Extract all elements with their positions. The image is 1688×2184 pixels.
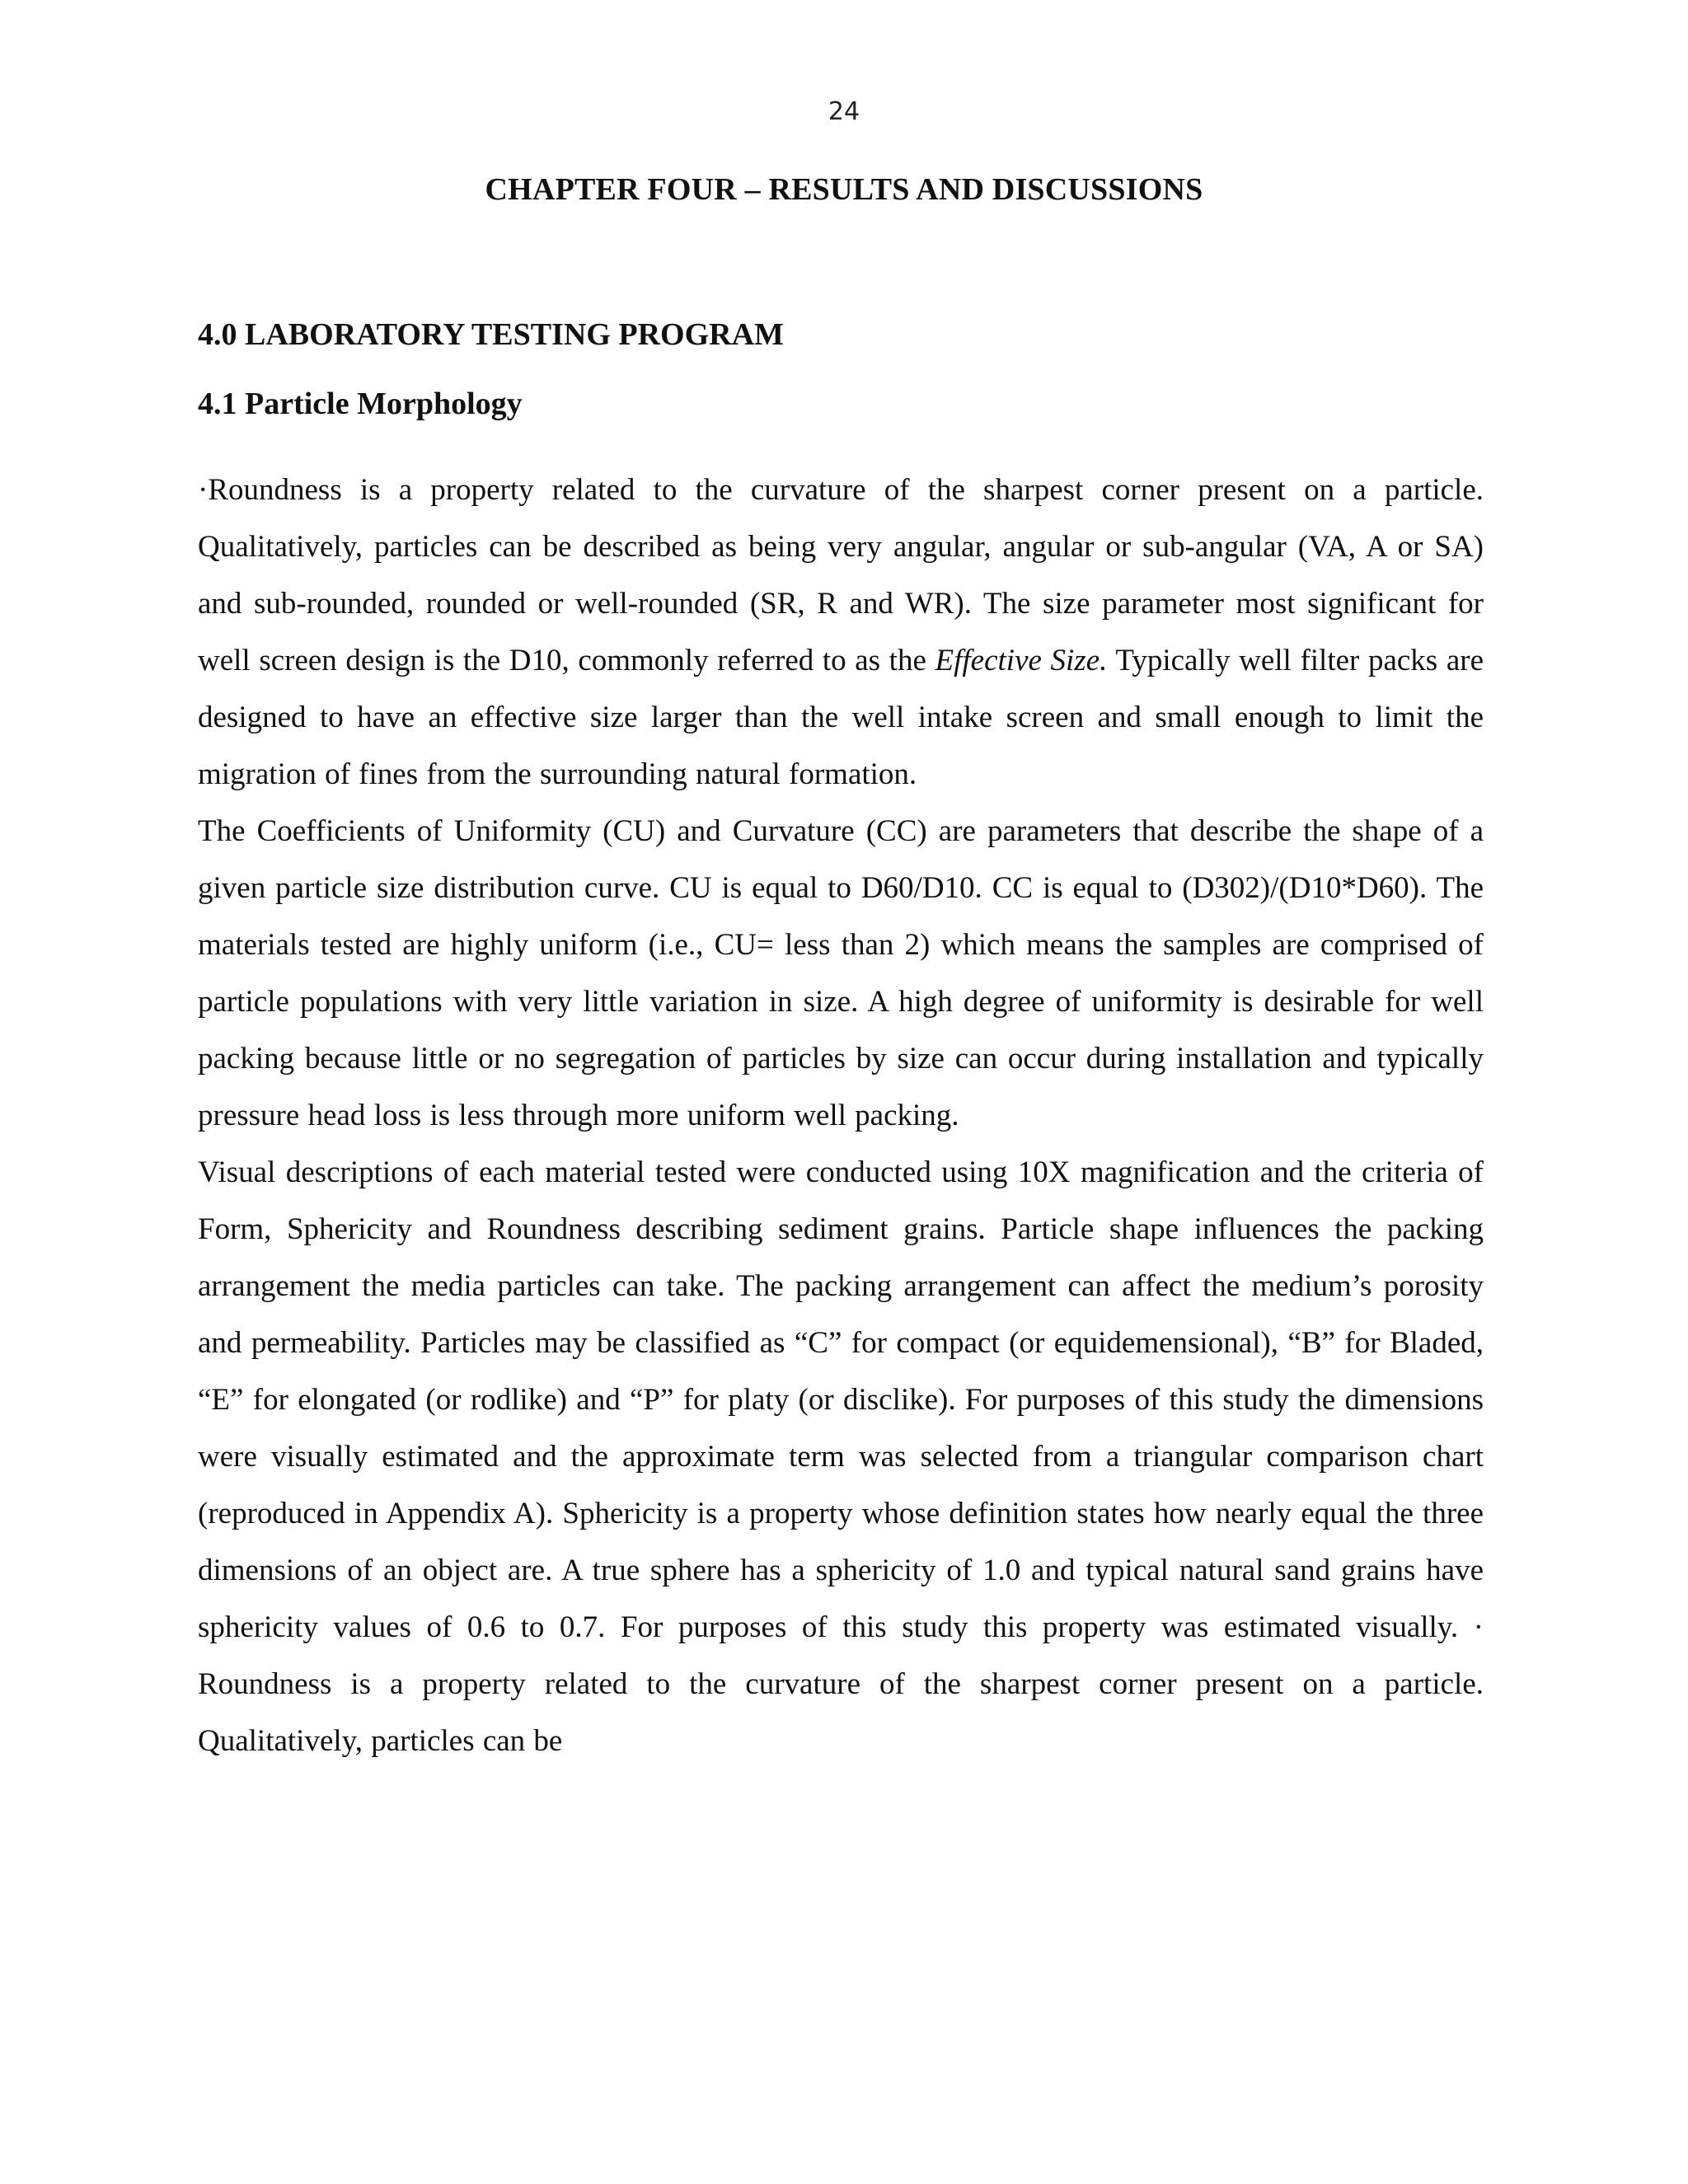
paragraph-roundness-text-end: Typically well filter packs are designed to have an effective size larger than the well intake screen and small enough to limit the migration of fines from the surrounding natural formation.: [198, 644, 1484, 791]
subsection-heading: 4.1 Particle Morphology: [198, 387, 523, 421]
page-number: 24: [828, 97, 860, 126]
chapter-title: CHAPTER FOUR – RESULTS AND DISCUSSIONS: [485, 172, 1203, 207]
effective-size-term: Effective Size.: [935, 644, 1108, 677]
paragraph-roundness: [198, 462, 1484, 803]
body-text: [198, 462, 1484, 1769]
paragraph-visual-descriptions: Visual descriptions of each material tested were conducted using 10X magnification and the criteria of Form, Sphericity and Roundness describing sediment grains. Particle shape influences the packing arrangement the media particles can take. The packing arrangement can affect the medium’s porosity and permeability. Particles may be classified as “C” for compact (or equidemensional), “B” for Bladed, “E” for elongated (or rodlike) and “P” for platy (or disclike). For purposes of this study the dimensions were visually estimated and the approximate term was selected from a triangular comparison chart (reproduced in Appendix A). Sphericity is a property whose definition states how nearly equal the three dimensions of an object are. A true sphere has a sphericity of 1.0 and typical natural sand grains have sphericity values of 0.6 to 0.7. For purposes of this study this property was estimated visually. · Roundness is a property related to the curvature of the sharpest corner present on a particle. Qualitatively, particles can be: [198, 1155, 1484, 1758]
paragraph-uniformity: The Coefficients of Uniformity (CU) and Curvature (CC) are parameters that describe the shape of a given particle size distribution curve. CU is equal to D60/D10. CC is equal to (D302)/(D10*D60). The materials tested are highly uniform (i.e., CU= less than 2) which means the samples are comprised of particle populations with very little variation in size. A high degree of uniformity is desirable for well packing because little or no segregation of particles by size can occur during installation and typically pressure head loss is less through more uniform well packing.: [198, 814, 1484, 1132]
paragraph-roundness-text: ·Roundness is a property related to the curvature of the sharpest corner present on a particle. Qualitatively, particles can be described as being very angular, angular or sub-angular (VA, A or SA) and sub-rounded, rounded or well-rounded (SR, R and WR). The size parameter most significant for well screen design is the D10, commonly referred to as the: [198, 473, 1484, 677]
section-heading: 4.0 LABORATORY TESTING PROGRAM: [198, 317, 784, 352]
